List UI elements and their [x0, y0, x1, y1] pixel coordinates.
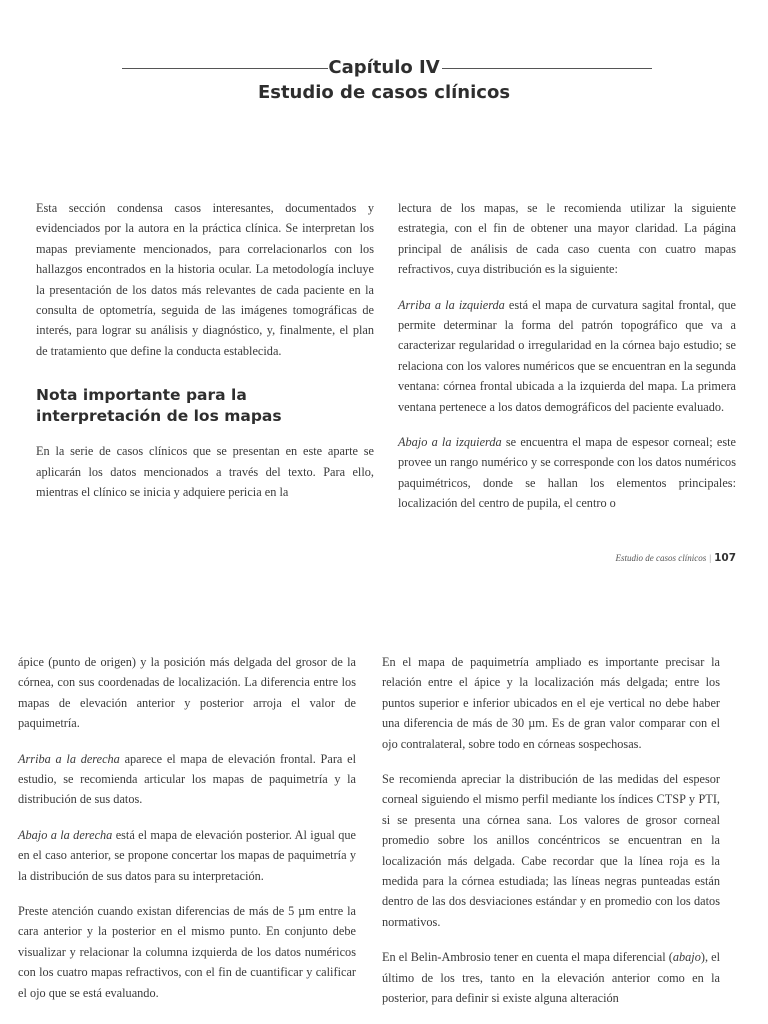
running-title: Estudio de casos clínicos — [615, 553, 707, 563]
paragraph — [18, 825, 356, 886]
paragraph: En la serie de casos clínicos que se presentan en este aparte se aplicarán los datos mencionados a través del texto. Para ello, mientras el clínico se inicia y adquiere pericia en la — [36, 444, 374, 500]
chapter-header — [0, 55, 768, 105]
paragraph-text: se encuentra el mapa de espesor corneal; este provee un rango numérico y se corresponde con los datos numéricos paquimétricos, donde se hallan los elementos principales: localización del centro de pupila, el centro o — [398, 435, 736, 511]
left-column-top — [36, 198, 374, 517]
emphasis: Arriba a la izquierda — [398, 297, 505, 312]
paragraph: lectura de los mapas, se le recomienda utilizar la siguiente estrategia, con el fin de obtener una mayor claridad. La página principal de análisis de cada caso cuenta con cuatro mapas refractivos, cuya distribución es la siguiente: — [398, 201, 736, 277]
paragraph — [398, 432, 736, 514]
chapter-title: Estudio de casos clínicos — [257, 82, 511, 103]
paragraph — [398, 295, 736, 417]
emphasis: Abajo a la derecha — [18, 827, 113, 842]
chapter-rule-right — [442, 68, 652, 69]
right-column-bottom — [382, 652, 720, 1024]
paragraph-text: aparece el mapa de elevación frontal. Para el estudio, se recomienda articular los mapas de paquimetría y la distribución de sus datos. — [18, 751, 356, 807]
emphasis: Arriba a la derecha — [18, 751, 120, 766]
footer-separator: | — [709, 553, 712, 563]
paragraph — [382, 947, 720, 1008]
page-number: 107 — [714, 552, 736, 564]
emphasis: Abajo a la izquierda — [398, 435, 502, 450]
left-column-bottom — [18, 652, 356, 1018]
paragraph-text: En el Belin-Ambrosio tener en cuenta el mapa diferencial ( — [382, 950, 673, 965]
page-gap — [0, 580, 768, 640]
paragraph: Se recomienda apreciar la distribución de las medidas del espesor corneal siguiendo el mismo perfil mediante los índices CTSP y PTI, si se presenta una córnea sana. Los valores de grosor corneal promedio sobre los anillos concéntricos se encuentran en la localización más delgada. Cabe recordar que la línea roja es la medida para la córnea estudiada; las líneas negras punteadas están dentro de las dos desviaciones estándar y en promedio con los datos normativos. — [382, 772, 720, 929]
paragraph — [18, 749, 356, 810]
intro-paragraph: Esta sección condensa casos interesantes, documentados y evidenciados por la autora en la práctica clínica. Se interpretan los mapas previamente mencionados, para correlacionarlos con los hallazgos encontrados en la historia ocular. La metodología incluye la presentación de los datos más relevantes de cada paciente en la consulta de optometría, seguida de las imágenes tomográficas de interés, para lograr su análisis y diagnóstico, y, finalmente, el plan de tratamiento que define la conducta establecida. — [36, 201, 374, 358]
right-column-top — [398, 198, 736, 529]
paragraph-text: está el mapa de curvatura sagital frontal, que permite determinar la forma del patrón topográfico que va a caracterizar regularidad o irregularidad en la córnea bajo estudio; se relaciona con los valores numéricos que se encuentran en la segunda ventana: córnea frontal ubicada a la izquierda del mapa. La primera ventana pertenece a los datos demográficos del paciente evaluado. — [398, 297, 737, 414]
section-heading: Nota importante para la interpretación de los mapas — [36, 386, 282, 426]
paragraph-text: ), el último de los tres, tanto en la elevación anterior como en la posterior, para definir si existe alguna alteración — [382, 950, 721, 1006]
paragraph: ápice (punto de origen) y la posición más delgada del grosor de la córnea, con sus coordenadas de localización. La diferencia entre los mapas de elevación anterior y posterior arroja el valor de paquimetría. — [18, 655, 356, 731]
chapter-label: Capítulo IV — [328, 57, 440, 78]
bottom-page — [0, 640, 768, 1024]
paragraph-text: está el mapa de elevación posterior. Al igual que en el caso anterior, se propone concertar los mapas de paquimetría y la distribución de sus datos para su interpretación. — [18, 827, 356, 883]
chapter-rule-left — [122, 68, 328, 69]
paragraph: Preste atención cuando existan diferencias de más de 5 µm entre la cara anterior y la posterior en el mismo punto. En conjunto debe visualizar y relacionar la columna izquierda de los datos numéricos con los cuatro mapas refractivos, con el fin de cuantificar y calificar el ojo que se está evaluando. — [18, 904, 356, 1000]
chapter-label-row — [0, 55, 768, 81]
emphasis: abajo — [672, 950, 701, 965]
page-footer — [616, 552, 736, 564]
paragraph: En el mapa de paquimetría ampliado es importante precisar la relación entre el ápice y la localización más delgada; entre los puntos superior e inferior ubicados en el eje vertical no debe haber una diferencia de más de 30 µm. Es de gran valor comparar con el ojo contralateral, sobre todo en córneas sospechosas. — [382, 655, 720, 751]
